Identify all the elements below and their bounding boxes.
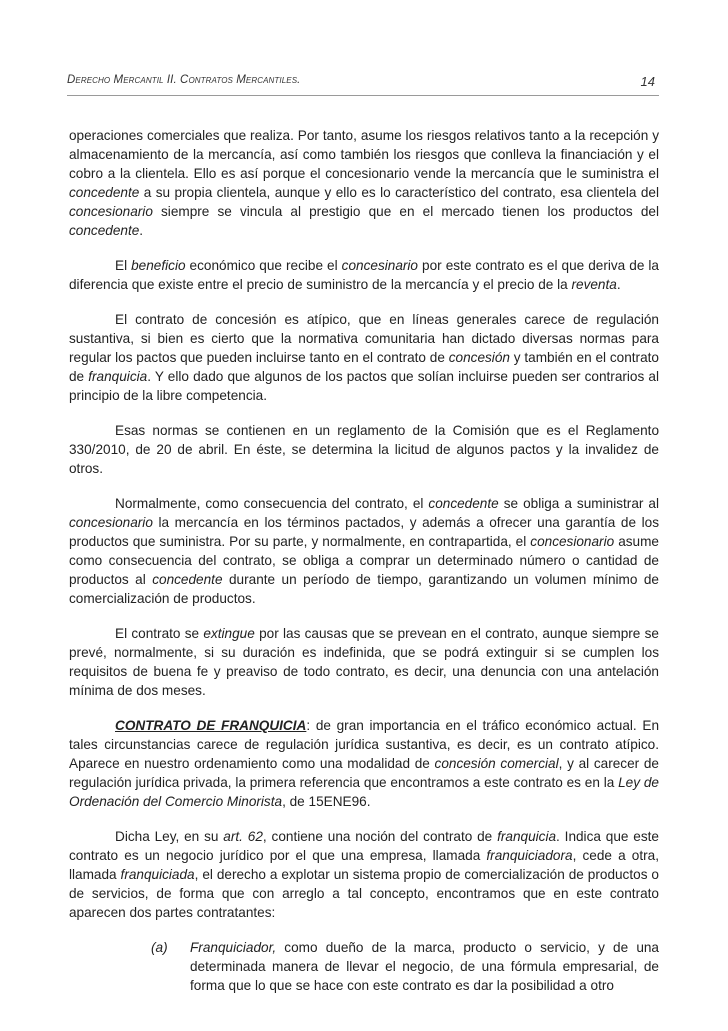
text-run: . Y ello dado que algunos de los pactos que solían incluirse pueden ser contrarios al principio de la libre competencia. <box>69 369 659 403</box>
running-header <box>67 74 659 94</box>
italic-term: franquiciadora <box>486 848 573 863</box>
italic-term: Franquiciador, <box>190 940 277 955</box>
italic-term: Ley de Ordenación del Comercio Minorista <box>69 775 659 809</box>
text-run: siempre se vincula al prestigio que en el mercado tienen los productos del <box>152 204 659 219</box>
text-run: , contiene una noción del contrato de <box>262 829 498 844</box>
list-item <box>69 938 659 995</box>
italic-term: extingue <box>203 626 255 641</box>
header-divider <box>67 95 659 96</box>
italic-term: franquiciada <box>120 867 195 882</box>
italic-term: concesionario <box>69 204 153 219</box>
section-heading: CONTRATO DE FRANQUICIA <box>115 718 307 733</box>
italic-term: concedente <box>428 496 499 511</box>
text-run: . Indica que este contrato es un negocio jurídico por el que una empresa, llamada <box>69 829 659 863</box>
italic-term: franquicia <box>497 829 557 844</box>
body-text <box>69 126 659 995</box>
text-run: a su propia clientela, aunque y ello es lo característico del contrato, esa clientela del <box>139 185 659 200</box>
paragraph <box>69 256 659 294</box>
text-run: . <box>616 277 621 292</box>
text-run: asume como consecuencia del contrato, se obliga a comprar un determinado número o cantidad de productos al <box>69 534 659 587</box>
italic-term: art. 62 <box>223 829 263 844</box>
text-run: operaciones comerciales que realiza. Por tanto, asume los riesgos relativos tanto a la recepción y almacenamiento de la mercancía, así como también los riesgos que conlleva la financiación y el cobro a la clientela. Ello es así porque el concesionario vende la mercancía que le suministra el <box>69 128 659 181</box>
paragraph <box>69 827 659 922</box>
text-run: por este contrato es el que deriva de la diferencia que existe entre el precio de suministro de la mercancía y el precio de la <box>69 258 659 292</box>
italic-term: reventa <box>571 277 617 292</box>
text-run: : de gran importancia en el tráfico económico actual. En tales circunstancias carece de regulación jurídica sustantiva, es decir, es un contrato atípico. Aparece en nuestro ordenamiento como una modalidad de <box>69 718 659 771</box>
paragraph <box>69 126 659 240</box>
italic-term: concedente <box>152 572 223 587</box>
italic-term: beneficio <box>131 258 186 273</box>
text-run: El <box>115 258 132 273</box>
header-title: Derecho Mercantil II. Contratos Mercantiles. <box>67 74 301 86</box>
italic-term: concesión <box>448 350 510 365</box>
italic-term: concesionario <box>530 534 615 549</box>
text-run: la mercancía en los términos pactados, y además a ofrecer una garantía de los productos que suministra. Por su parte, y normalmente, en contrapartida, el <box>69 515 659 549</box>
page-number: 14 <box>640 74 655 89</box>
text-run: , y al carecer de regulación jurídica privada, la primera referencia que encontramos a este contrato es en la <box>69 756 659 790</box>
text-run: como dueño de la marca, producto o servicio, y de una determinada manera de llevar el negocio, de una fórmula empresarial, de forma que lo que se hace con este contrato es dar la posibilidad a otro <box>190 940 659 993</box>
paragraph <box>69 494 659 608</box>
italic-term: concesinario <box>341 258 418 273</box>
italic-term: franquicia <box>88 369 148 384</box>
paragraph <box>69 421 659 478</box>
italic-term: concedente <box>69 185 140 200</box>
text-run: se obliga a suministrar al <box>498 496 659 511</box>
text-run: económico que recibe el <box>185 258 342 273</box>
paragraph <box>69 716 659 811</box>
text-run: . <box>139 223 144 238</box>
text-run: El contrato de concesión es atípico, que en líneas generales carece de regulación sustantiva, si bien es cierto que la normativa comunitaria han dictado diversas normas para regular los pactos que pueden incluirse tanto en el contrato de <box>69 312 659 365</box>
text-run: , cede a otra, llamada <box>69 848 659 882</box>
text-run: Esas normas se contienen en un reglamento de la Comisión que es el Reglamento 330/2010, de 20 de abril. En éste, se determina la licitud de algunos pactos y la invalidez de otros. <box>69 423 659 476</box>
text-run: , el derecho a explotar un sistema propio de comercialización de productos o de servicios, de forma que con arreglo a tal concepto, encontramos que en este contrato aparecen dos partes contratantes: <box>69 867 659 920</box>
paragraph <box>69 624 659 700</box>
text-run: , de 15ENE96. <box>282 794 371 809</box>
text-run: durante un período de tiempo, garantizando un volumen mínimo de comercialización de productos. <box>69 572 659 606</box>
italic-term: concesionario <box>69 515 153 530</box>
text-run: Dicha Ley, en su <box>115 829 224 844</box>
text-run: El contrato se <box>115 626 204 641</box>
italic-term: concesión comercial <box>434 756 559 771</box>
list-label: (a) <box>151 940 168 955</box>
text-run: Normalmente, como consecuencia del contrato, el <box>115 496 429 511</box>
italic-term: concedente <box>69 223 140 238</box>
text-run: por las causas que se prevean en el contrato, aunque siempre se prevé, normalmente, si su duración es indefinida, que se podrá extinguir si se cumplen los requisitos de buena fe y preaviso de todo contrato, es decir, una denuncia con una antelación mínima de dos meses. <box>69 626 659 698</box>
text-run: y también en el contrato de <box>69 350 659 384</box>
paragraph <box>69 310 659 405</box>
